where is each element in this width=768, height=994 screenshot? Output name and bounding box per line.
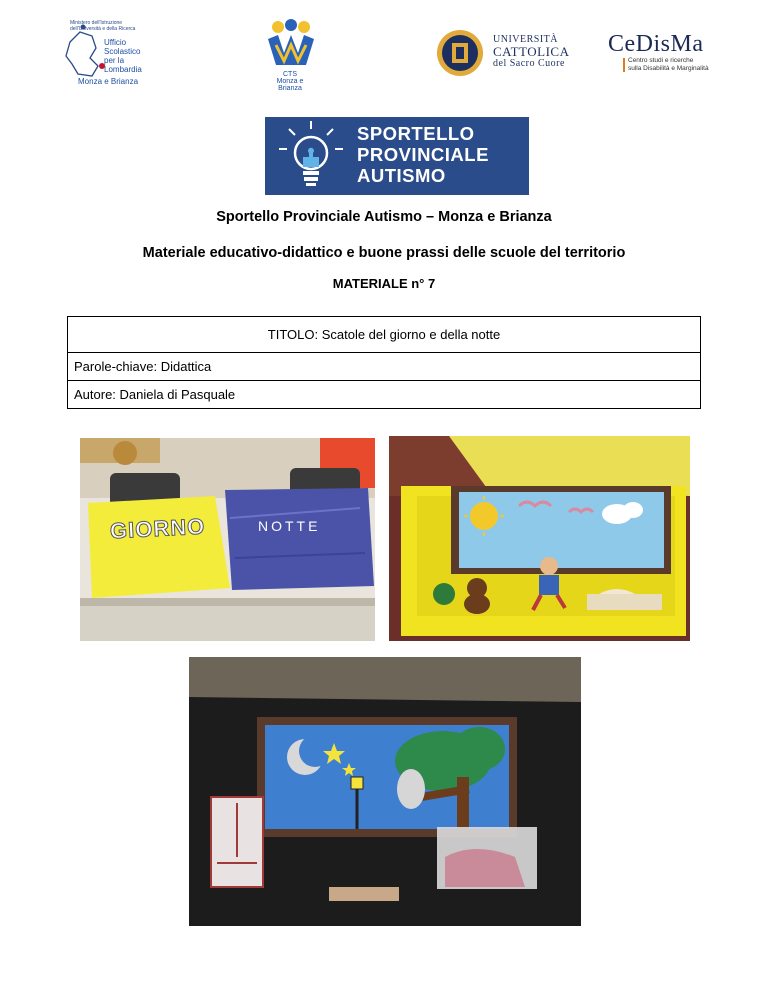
material-info-table xyxy=(67,316,701,409)
usr-ministry-text: Ministero dell'Istruzione dell'Università e della Ricerca xyxy=(70,20,136,32)
cedisma-title: CeDisMa xyxy=(608,31,704,57)
usr-office-text: Ufficio Scolastico per la Lombardia xyxy=(104,38,142,74)
cts-logo xyxy=(262,17,320,92)
sportello-banner xyxy=(265,117,529,195)
unicatt-logo xyxy=(435,28,570,78)
lightbulb-puzzle-icon xyxy=(265,117,355,195)
university-seal-icon xyxy=(435,28,485,78)
keywords-row: Parole-chiave: Didattica xyxy=(68,352,700,380)
notte-label: NOTTE xyxy=(258,518,321,534)
night-scene-illustration xyxy=(189,657,581,926)
cts-label: CTS Monza e Brianza xyxy=(276,71,304,92)
photo-night-box xyxy=(189,657,581,926)
document-subtitle: Materiale educativo-didattico e buone prassi delle scuole del territorio xyxy=(142,245,626,261)
usr-lombardia-logo xyxy=(62,18,172,88)
photo-day-box xyxy=(389,436,690,641)
banner-title: SPORTELLO PROVINCIALE AUTISMO xyxy=(357,123,489,186)
giorno-label: GIORNO xyxy=(109,513,206,544)
day-scene-illustration xyxy=(389,436,690,641)
author-row: Autore: Daniela di Pasquale xyxy=(68,380,700,408)
title-row: TITOLO: Scatole del giorno e della notte xyxy=(267,327,501,342)
cts-people-icon xyxy=(262,17,320,72)
cedisma-subtitle: Centro studi e ricerche sulla Disabilità e Marginalità xyxy=(628,57,709,72)
document-title: Sportello Provinciale Autismo – Monza e Brianza xyxy=(216,209,552,225)
photo-boxes-giorno-notte xyxy=(80,438,375,641)
material-number: MATERIALE n° 7 xyxy=(332,276,436,291)
unicatt-name: UNIVERSITÀ CATTOLICA del Sacro Cuore xyxy=(493,34,570,69)
cedisma-logo xyxy=(608,31,718,76)
cedisma-accent-bar xyxy=(623,58,625,72)
usr-province-text: Monza e Brianza xyxy=(78,77,139,86)
